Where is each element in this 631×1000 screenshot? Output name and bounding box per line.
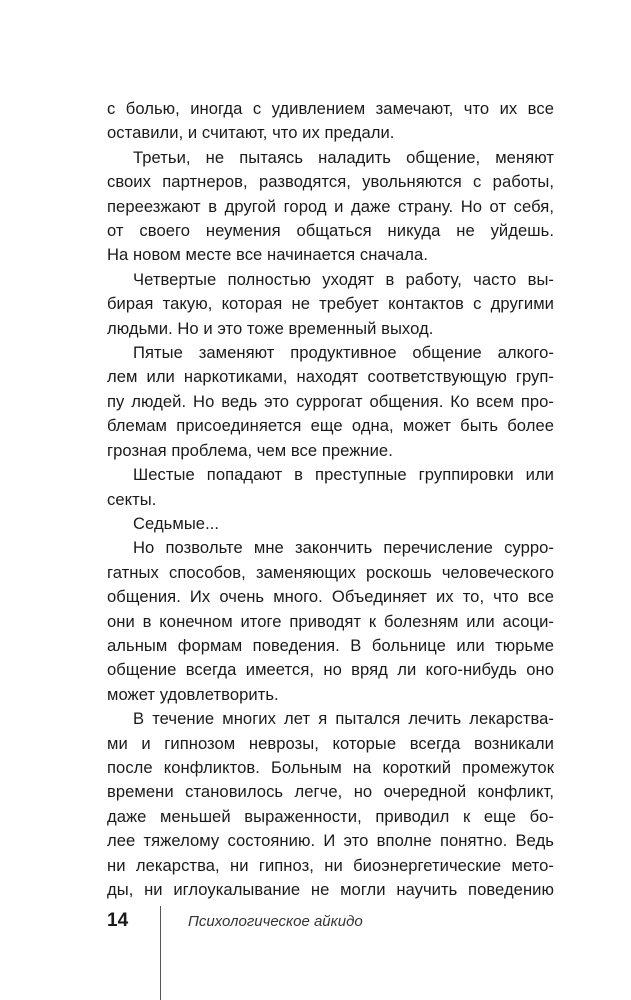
text-line: альным формам поведения. В больнице или тюрьме [107, 635, 554, 655]
text-line: Третьи, не пытаясь наладить общение, меняют [133, 147, 554, 167]
text-line: бирая такую, которая не требует контактов с другими [107, 294, 554, 314]
text-line: гатных способов, заменяющих роскошь человеческого [107, 562, 554, 582]
text-line: Но позвольте мне закончить перечисление сурро- [133, 538, 554, 558]
text-line: На новом месте все начинается сначала. [107, 245, 428, 265]
text-line: после конфликтов. Больным на короткий промежуток [107, 757, 554, 777]
text-line: В течение многих лет я пытался лечить лекарства- [133, 709, 554, 729]
running-title: Психологическое айкидо [188, 913, 363, 930]
text-line: общения. Их очень много. Объединяет их то, что все [107, 587, 554, 607]
text-line: людьми. Но и это тоже временный выход. [107, 318, 434, 338]
text-line: Пятые заменяют продуктивное общение алкого- [133, 343, 554, 363]
text-line: Седьмые... [133, 513, 220, 533]
text-line: ми и гипнозом неврозы, которые всегда возникали [107, 733, 554, 753]
text-line: секты. [107, 489, 157, 509]
text-line: от своего неумения общаться никуда не уйдешь. [107, 221, 554, 241]
page-number: 14 [107, 910, 129, 931]
footer-divider [160, 906, 161, 1000]
text-line: Шестые попадают в преступные группировки или [133, 465, 554, 485]
text-line: лем или наркотиками, находят соответствующую груп- [107, 367, 554, 387]
text-line: ни лекарства, ни гипноз, ни биоэнергетические мето- [107, 855, 554, 875]
text-line: своих партнеров, разводятся, увольняются с работы, [107, 172, 554, 192]
page-footer [0, 896, 631, 1000]
text-line: ды, ни иглоукалывание не могли научить поведению [107, 880, 554, 899]
text-line: даже меньшей выраженности, приводил к еще бо- [107, 806, 554, 826]
text-line: блемам присоединяется еще одна, может быть более [107, 416, 554, 436]
text-line: грозная проблема, чем все прежние. [107, 440, 393, 460]
page-body-text [107, 97, 554, 902]
text-line: общение всегда имеется, но вряд ли кого-нибудь оно [107, 660, 554, 680]
text-line: лее тяжелому состоянию. И это вполне понятно. Ведь [107, 831, 554, 851]
text-line: переезжают в другой город и даже страну. Но от себя, [107, 196, 554, 216]
text-line: Четвертые полностью уходят в работу, часто вы- [133, 269, 554, 289]
text-line: может удовлетворить. [107, 684, 279, 704]
text-line: с болью, иногда с удивлением замечают, что их все [107, 99, 554, 118]
text-line: оставили, и считают, что их предали. [107, 123, 395, 143]
text-line: времени становилось легче, но очередной конфликт, [107, 782, 554, 802]
text-line: пу людей. Но ведь это суррогат общения. Ко всем про- [107, 391, 554, 411]
text-line: они в конечном итоге приводят к болезням или асоци- [107, 611, 554, 631]
